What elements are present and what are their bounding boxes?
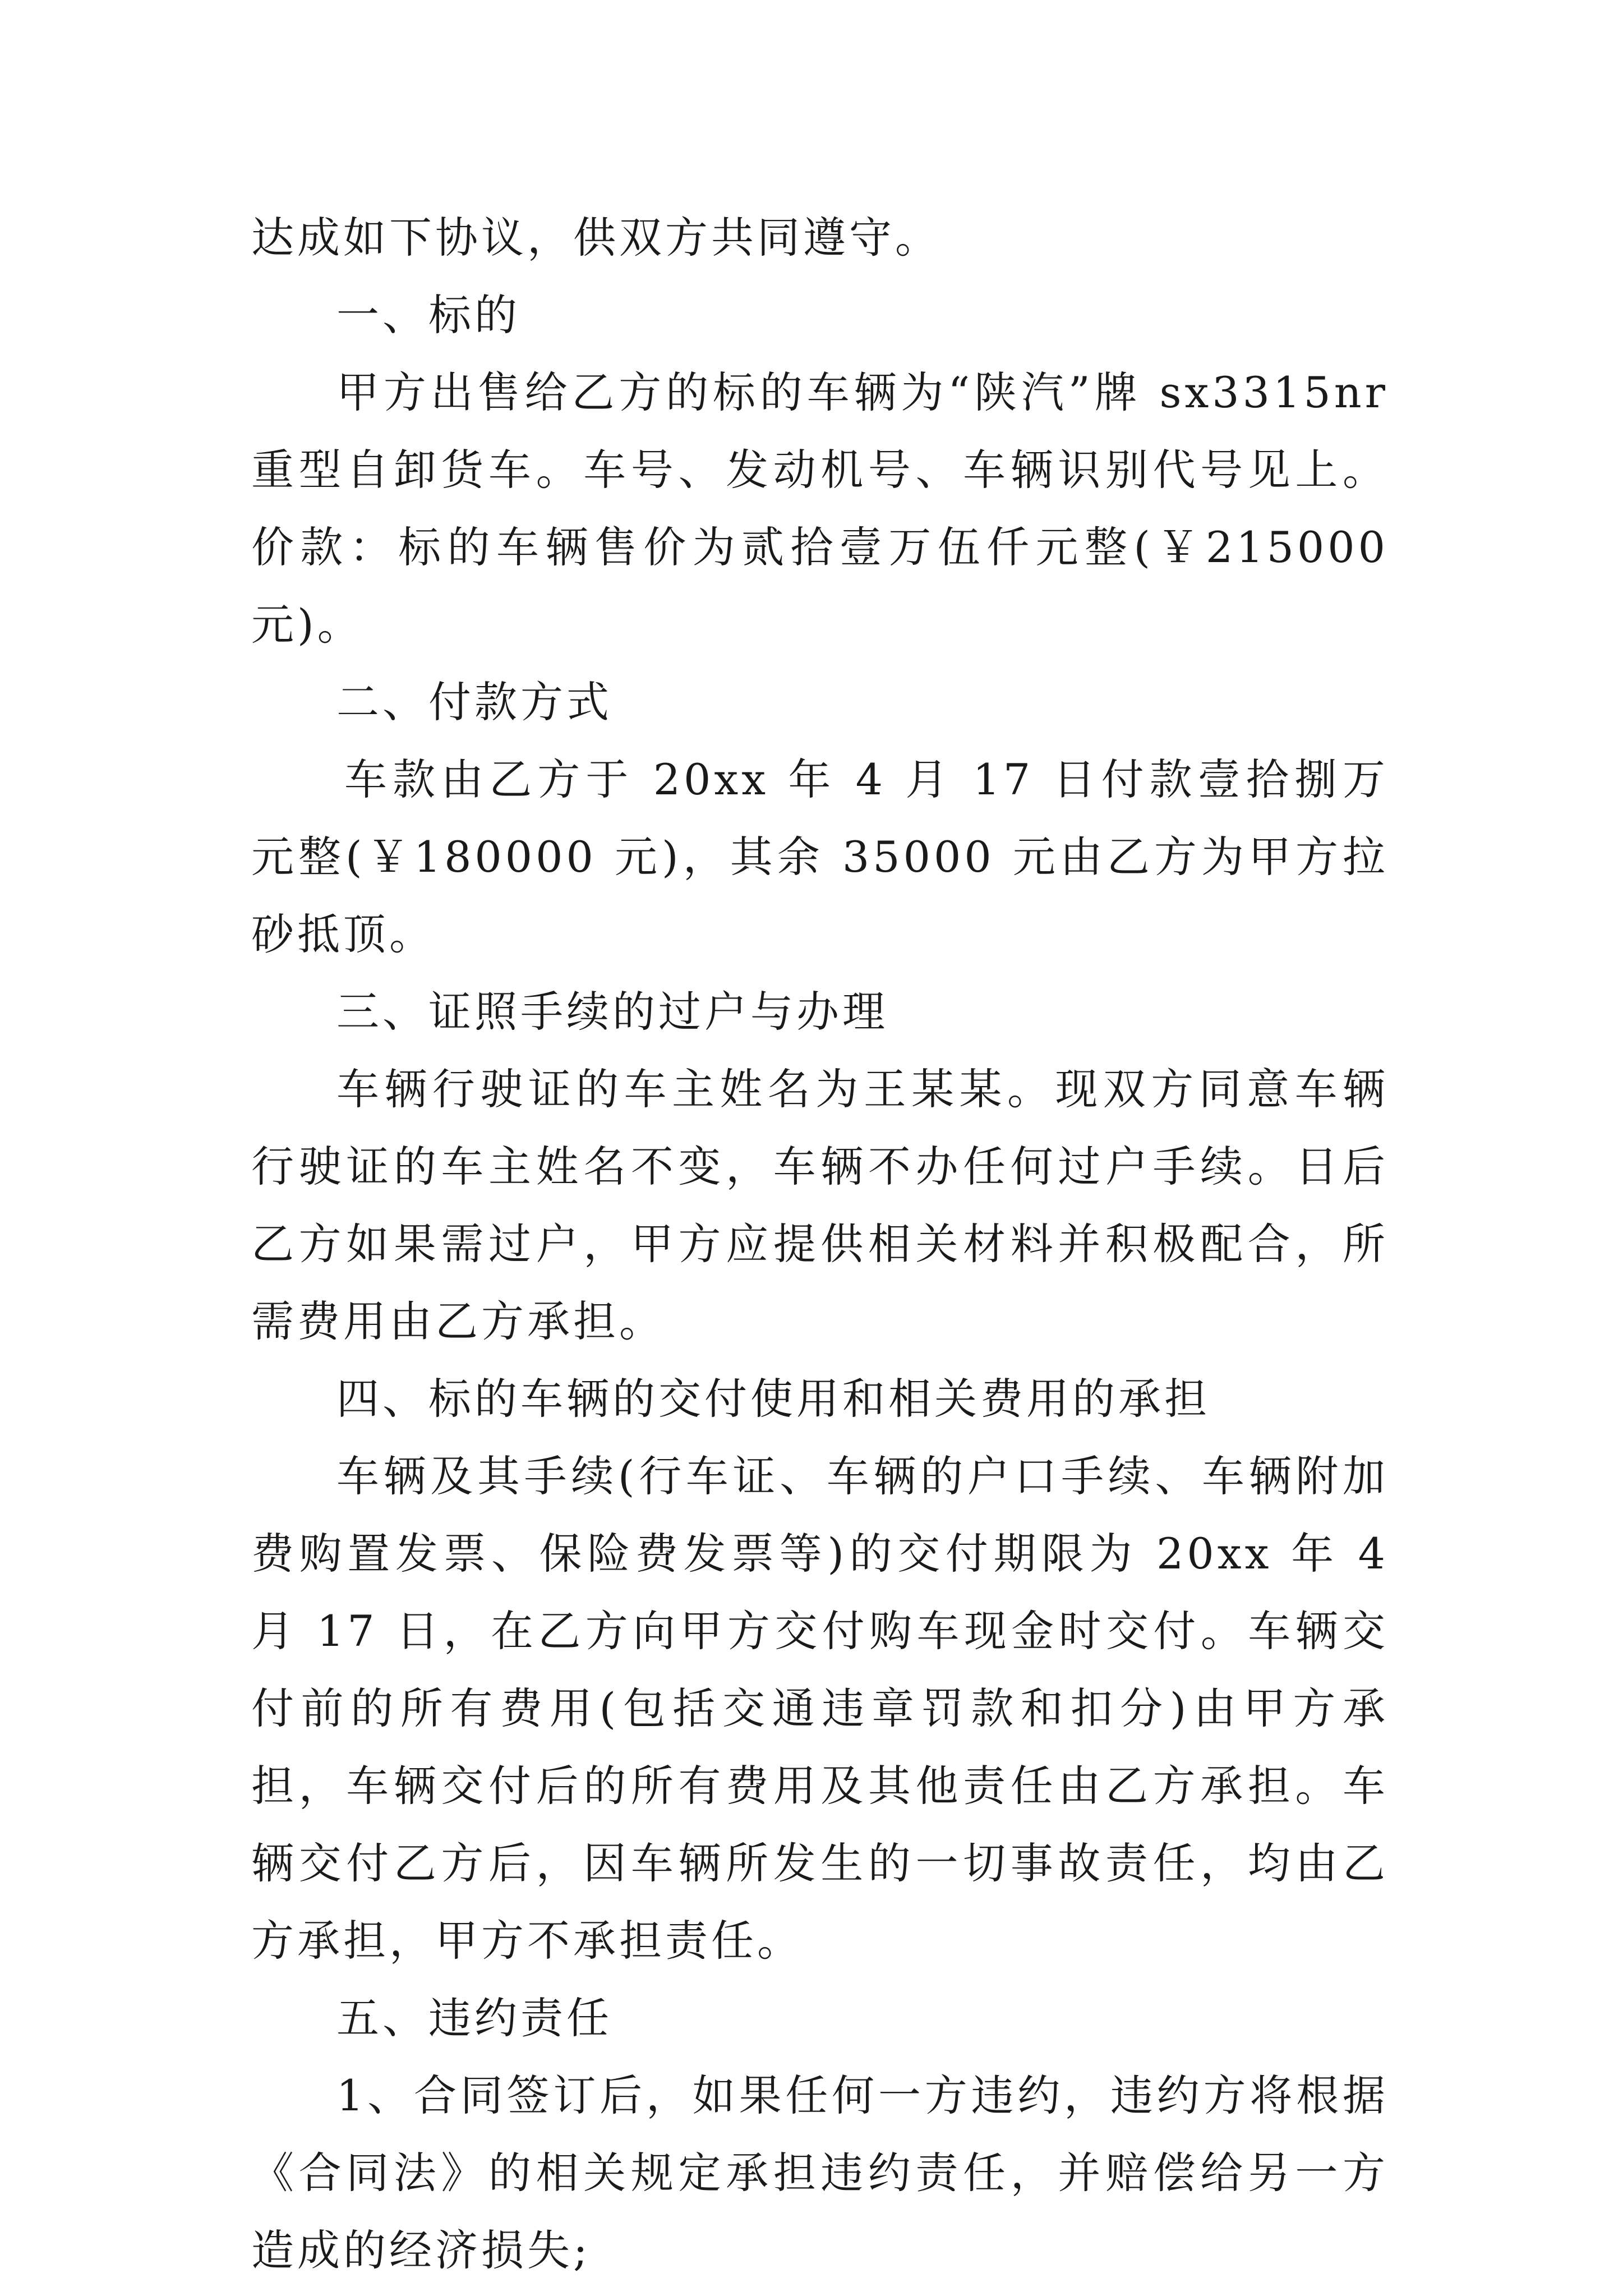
section-3-paragraph: 车辆行驶证的车主姓名为王某某。现双方同意车辆行驶证的车主姓名不变，车辆不办任何过户手续。日后乙方如果需过户，甲方应提供相关材料并积极配合，所需费用由乙方承担。	[251, 1064, 1389, 1346]
section-2-heading: 二、付款方式	[336, 677, 612, 727]
agreement-intro-paragraph: 达成如下协议，供双方共同遵守。	[251, 213, 941, 263]
section-4-paragraph: 车辆及其手续(行车证、车辆的户口手续、车辆附加费购置发票、保险费发票等)的交付期限为 20xx 年 4 月 17 日，在乙方向甲方交付购车现金时交付。车辆交付前的所有费用(包括交通违章罚款和扣分)由甲方承担，车辆交付后的所有费用及其他责任由乙方承担。车辆交付乙方后，因车辆所发生的一切事故责任，均由乙方承担，甲方不承担责任。	[251, 1451, 1389, 1966]
section-4-heading: 四、标的车辆的交付使用和相关费用的承担	[336, 1374, 1210, 1424]
section-2-paragraph: 车款由乙方于 20xx 年 4 月 17 日付款壹拾捌万元整(￥180000 元)，其余 35000 元由乙方为甲方拉砂抵顶。	[251, 754, 1389, 959]
section-5-clause-1: 1、合同签订后，如果任何一方违约，违约方将根据《合同法》的相关规定承担违约责任，并赔偿给另一方造成的经济损失;	[251, 2070, 1389, 2275]
section-5-heading: 五、违约责任	[336, 1993, 612, 2043]
section-3-heading: 三、证照手续的过户与办理	[336, 987, 888, 1037]
section-1-paragraph: 甲方出售给乙方的标的车辆为“陕汽”牌 sx3315nr 重型自卸货车。车号、发动机号、车辆识别代号见上。价款：标的车辆售价为贰拾壹万伍仟元整(￥215000 元)。	[251, 367, 1389, 650]
section-1-heading: 一、标的	[336, 290, 520, 340]
document-body	[251, 199, 1389, 2289]
